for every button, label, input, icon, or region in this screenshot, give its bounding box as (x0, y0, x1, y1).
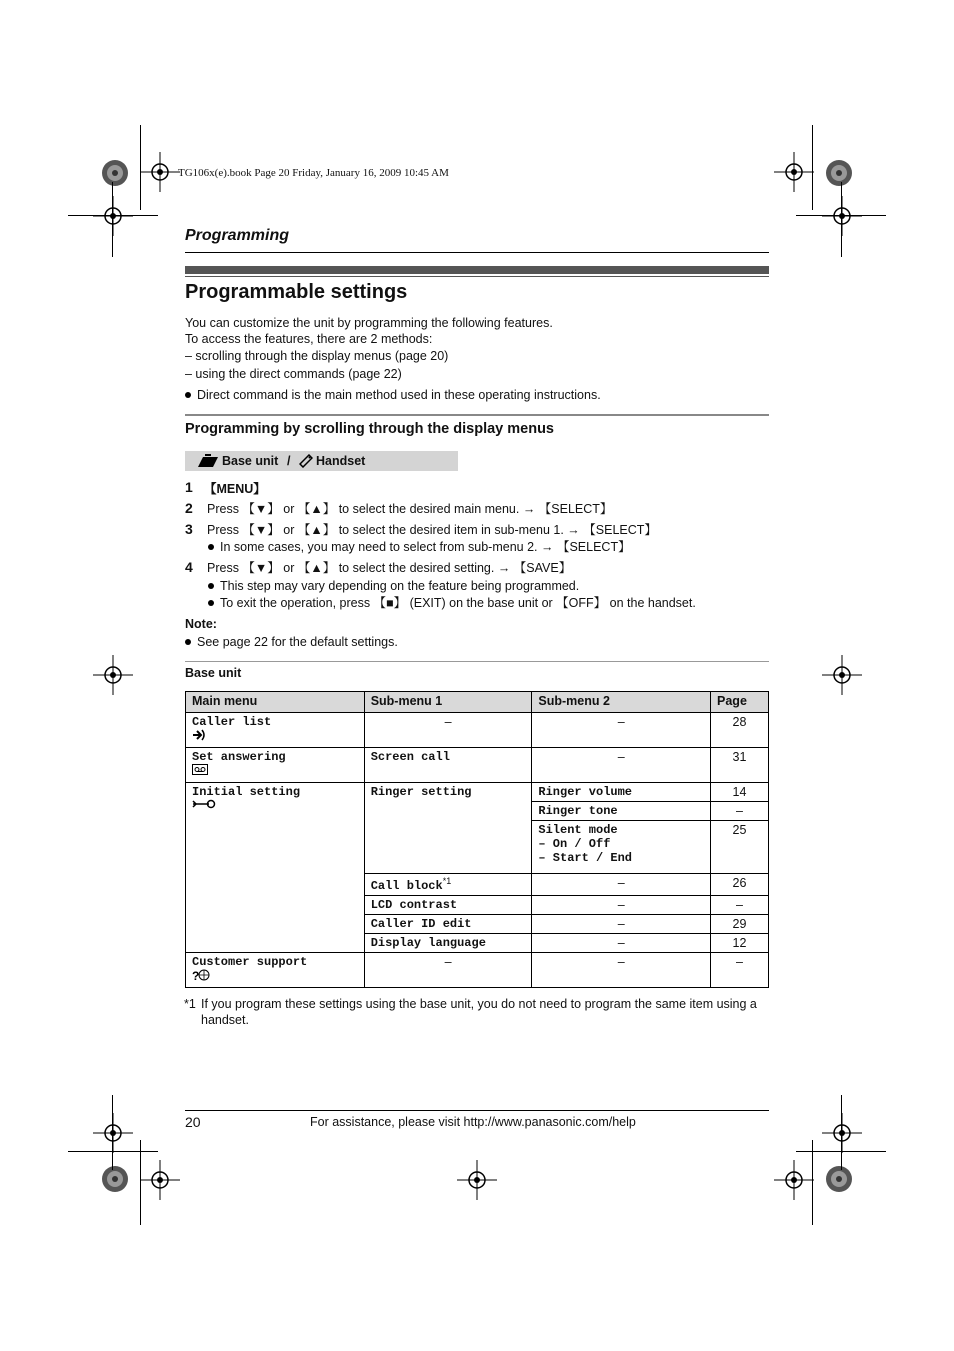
crosshair-mark (774, 1160, 814, 1200)
handset-icon (299, 454, 313, 471)
page-cell: 25 (711, 821, 769, 874)
main-menu-cell: Set answering (186, 748, 365, 783)
menu-table (185, 691, 769, 988)
page-cell: 29 (711, 915, 769, 934)
subheading: Programming by scrolling through the display menus (185, 421, 554, 437)
sub-menu-2-cell: Silent mode – On / Off – Start / End (532, 821, 711, 874)
table-label: Base unit (185, 666, 242, 680)
footer-text: For assistance, please visit http://www.panasonic.com/help (310, 1115, 636, 1129)
sub-menu-cell: Display language (364, 934, 532, 953)
sub-menu-cell: Call block$^{*1}$ (364, 874, 532, 896)
crosshair-mark (93, 1113, 133, 1153)
registration-mark (819, 153, 859, 193)
crop-line (112, 1095, 113, 1170)
sub-menu-cell: Screen call (364, 748, 532, 783)
sub-menu-cell: Ringer setting (364, 783, 532, 874)
step-bullet: To exit the operation, press 【■】 (EXIT) on the base unit or 【OFF】 on the handset. (208, 595, 696, 611)
page-cell: 26 (711, 874, 769, 896)
crop-line (812, 125, 813, 210)
header-page: Page (711, 692, 769, 713)
table-row (186, 953, 769, 988)
page-cell: – (711, 802, 769, 821)
table-cell: – (364, 953, 532, 988)
sub-menu-cell: Caller ID edit (364, 915, 532, 934)
crosshair-mark (457, 1160, 497, 1200)
bullet-icon (208, 583, 214, 589)
crosshair-mark (140, 1160, 180, 1200)
method-item: – using the direct commands (page 22) (185, 367, 402, 381)
step-text: Press 【▼】 or 【▲】 to select the desired item in sub-menu 1. → 【SELECT】 (207, 523, 657, 537)
sub-menu-2-cell: Ringer volume (532, 783, 711, 802)
note-label: Note: (185, 617, 217, 631)
note-text: See page 22 for the default settings. (185, 634, 398, 650)
crosshair-mark (140, 152, 180, 192)
table-cell: – (532, 953, 711, 988)
page-number: 20 (185, 1114, 201, 1130)
crop-line (140, 125, 141, 210)
page-cell: 31 (711, 748, 769, 783)
page-cell: 28 (711, 713, 769, 748)
table-rule (185, 661, 769, 662)
step-bullet: This step may vary depending on the feature being programmed. (208, 578, 579, 594)
base-unit-icon (197, 454, 219, 471)
table-cell: – (532, 915, 711, 934)
table-cell: – (364, 713, 532, 748)
table-cell: – (532, 934, 711, 953)
table-header-row (186, 692, 769, 713)
crop-line (796, 1151, 886, 1152)
step-number: 2 (185, 500, 193, 516)
crop-line (68, 1151, 158, 1152)
crop-line (841, 182, 842, 257)
page-title: Programmable settings (185, 281, 408, 303)
sub-menu-cell: LCD contrast (364, 896, 532, 915)
section-title: Programming (185, 227, 290, 244)
table-cell: – (532, 896, 711, 915)
crosshair-mark (774, 152, 814, 192)
crop-line (140, 1140, 141, 1225)
crosshair-mark (93, 196, 133, 236)
crosshair-mark (822, 655, 862, 695)
crop-line (812, 1140, 813, 1225)
intro-line: To access the features, there are 2 methods: (185, 332, 433, 346)
crosshair-mark (822, 1113, 862, 1153)
step-number: 4 (185, 559, 193, 575)
answering-machine-icon (192, 764, 208, 779)
table-row (186, 748, 769, 783)
svg-text:?: ? (192, 969, 200, 981)
base-unit-label: Base unit (222, 454, 279, 468)
footnote-text: handset. (201, 1013, 249, 1027)
crosshair-mark (93, 655, 133, 695)
crop-line (841, 1095, 842, 1170)
title-bar (185, 266, 769, 274)
customer-support-icon (192, 969, 210, 985)
section-rule (185, 252, 769, 253)
step-text: Press 【▼】 or 【▲】 to select the desired setting. → 【SAVE】 (207, 561, 572, 575)
main-menu-cell: Customer support ? (186, 953, 365, 988)
header-sub-menu-1: Sub-menu 1 (364, 692, 532, 713)
table-cell: – (532, 748, 711, 783)
registration-mark (95, 153, 135, 193)
table-row (186, 713, 769, 748)
sub-menu-2-cell: Ringer tone (532, 802, 711, 821)
subsection-rule (185, 414, 769, 416)
footnote-text: If you program these settings using the base unit, you do not need to program the same item using a (201, 997, 757, 1011)
page-cell: 12 (711, 934, 769, 953)
footnote-mark: *1 (184, 997, 196, 1011)
title-bar-line (185, 276, 769, 277)
unit-bar (185, 451, 458, 471)
step-text: 【MENU】 (204, 482, 266, 496)
wrench-icon (192, 799, 216, 813)
table-cell: – (532, 874, 711, 896)
main-menu-cell: Initial setting (186, 783, 365, 953)
intro-note: Direct command is the main method used in these operating instructions. (185, 387, 601, 403)
crop-line (68, 215, 158, 216)
page-cell: – (711, 896, 769, 915)
bullet-icon (208, 600, 214, 606)
registration-mark (95, 1159, 135, 1199)
step-number: 1 (185, 479, 193, 495)
crosshair-mark (822, 196, 862, 236)
intro-line: You can customize the unit by programming the following features. (185, 316, 553, 330)
bullet-icon (185, 392, 191, 398)
table-cell: – (532, 713, 711, 748)
caller-list-icon (192, 729, 206, 745)
bullet-icon (208, 544, 214, 550)
print-header: TG106x(e).book Page 20 Friday, January 16, 2009 10:45 AM (178, 167, 449, 179)
header-sub-menu-2: Sub-menu 2 (532, 692, 711, 713)
step-text: Press 【▼】 or 【▲】 to select the desired main menu. → 【SELECT】 (207, 502, 613, 516)
header-main-menu: Main menu (186, 692, 365, 713)
footer-rule (185, 1110, 769, 1111)
page-cell: – (711, 953, 769, 988)
step-number: 3 (185, 521, 193, 537)
main-menu-cell: Caller list (186, 713, 365, 748)
crop-line (112, 182, 113, 257)
page-cell: 14 (711, 783, 769, 802)
table-row (186, 783, 769, 802)
method-item: – scrolling through the display menus (page 20) (185, 349, 449, 363)
handset-label: Handset (316, 454, 366, 468)
unit-separator: / (287, 454, 291, 468)
footnote-ref: *1 (442, 876, 452, 886)
bullet-icon (185, 639, 191, 645)
step-bullet: In some cases, you may need to select from sub-menu 2. → 【SELECT】 (208, 539, 631, 555)
registration-mark (819, 1159, 859, 1199)
